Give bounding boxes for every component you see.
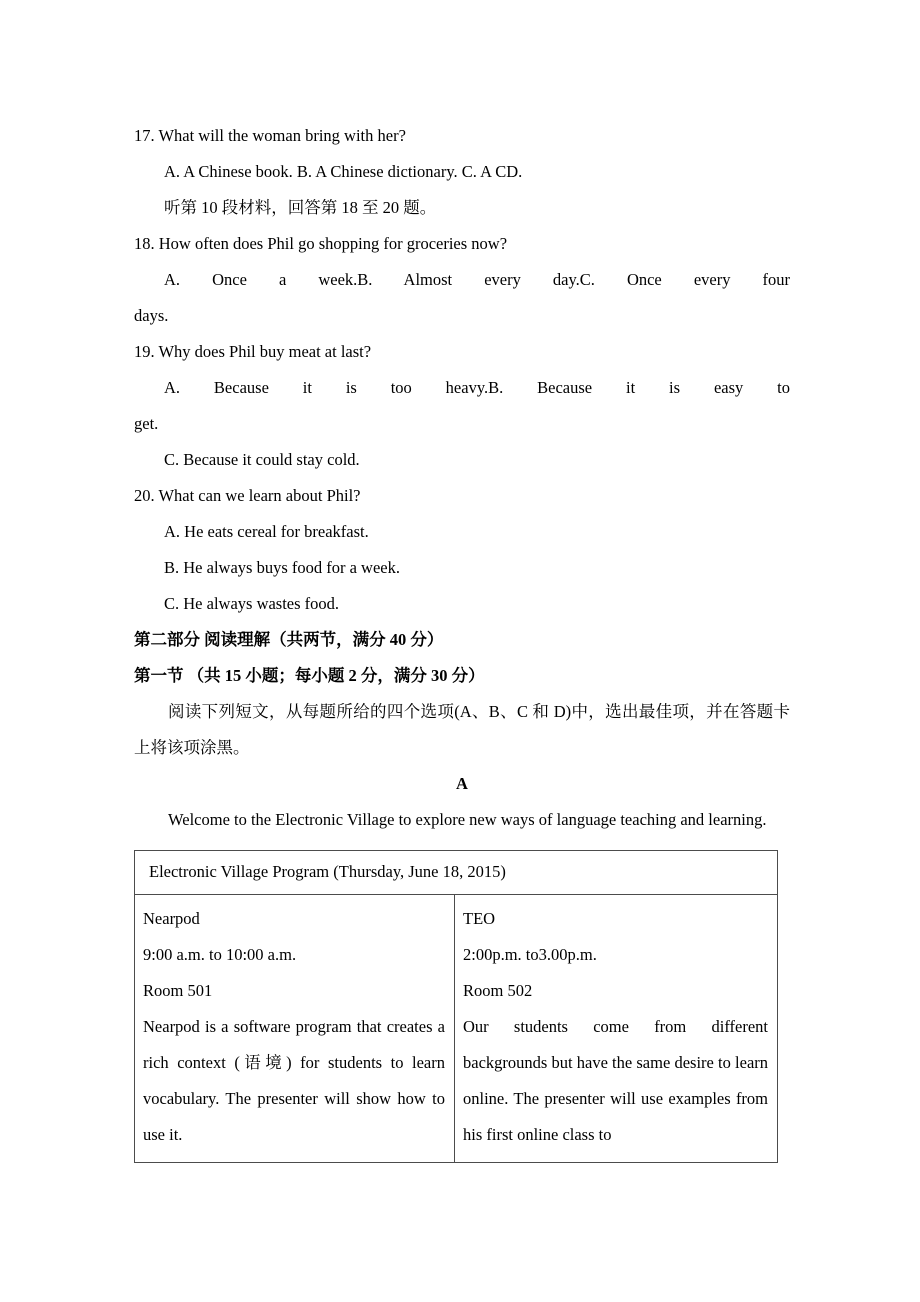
- table-header-title: Electronic Village Program (Thursday, June 18, 2015): [149, 862, 506, 881]
- question-17-options: A. A Chinese book. B. A Chinese dictionary. C. A CD.: [164, 162, 523, 181]
- nearpod-name: Nearpod: [143, 909, 200, 928]
- question-19-option-a: A. Because it is too heavy.: [164, 378, 489, 397]
- part-two-heading: 第二部分 阅读理解（共两节，满分 40 分）: [134, 630, 444, 649]
- section-one-instruction: 阅读下列短文，从每题所给的四个选项(A、B、C 和 D)中，选出最佳项，并在答题卡上将该项涂黑。: [134, 702, 790, 757]
- question-19-option-b: B. Because it is easy to: [488, 378, 790, 397]
- question-20-stem: 20. What can we learn about Phil?: [134, 486, 361, 505]
- question-18-continuation: days.: [134, 306, 169, 325]
- program-table: [134, 850, 778, 1163]
- question-19-options-row: [134, 370, 790, 406]
- nearpod-time: 9:00 a.m. to 10:00 a.m.: [143, 945, 297, 964]
- table-row-header: [135, 851, 778, 895]
- table-cell-nearpod: [135, 895, 455, 1163]
- question-18-option-b: B. Almost every day.: [357, 270, 580, 289]
- question-20-option-b: B. He always buys food for a week.: [164, 558, 400, 577]
- document-page: [134, 118, 790, 1163]
- question-18-options: [134, 262, 790, 298]
- question-18-option-a: A. Once a week.: [164, 270, 358, 289]
- teo-room: Room 502: [463, 981, 533, 1000]
- table-header-cell: [135, 851, 778, 895]
- teo-name: TEO: [463, 909, 496, 928]
- teo-description: Our students come from different backgrounds but have the same desire to learn online. The presenter will use examples from his first online class to: [463, 1017, 769, 1144]
- section-one-heading: 第一节 （共 15 小题；每小题 2 分，满分 30 分）: [134, 666, 485, 685]
- listening-instruction: 听第 10 段材料，回答第 18 至 20 题。: [164, 198, 437, 217]
- question-19-option-c: C. Because it could stay cold.: [164, 450, 360, 469]
- passage-intro: Welcome to the Electronic Village to explore new ways of language teaching and learning.: [168, 810, 767, 829]
- question-20-option-a: A. He eats cereal for breakfast.: [164, 522, 369, 541]
- nearpod-description: Nearpod is a software program that creates a rich context (语境) for students to learn vocabulary. The presenter will show how to use it.: [143, 1017, 445, 1144]
- passage-letter: A: [456, 774, 468, 793]
- table-cell-teo: [455, 895, 778, 1163]
- teo-time: 2:00p.m. to3.00p.m.: [463, 945, 597, 964]
- question-19-continuation: get.: [134, 414, 159, 433]
- question-18-stem: 18. How often does Phil go shopping for groceries now?: [134, 234, 508, 253]
- question-18-option-c: C. Once every four: [579, 270, 790, 289]
- question-19-stem: 19. Why does Phil buy meat at last?: [134, 342, 372, 361]
- nearpod-room: Room 501: [143, 981, 213, 1000]
- question-20-option-c: C. He always wastes food.: [164, 594, 340, 613]
- table-row-body: [135, 895, 778, 1163]
- question-17-stem: 17. What will the woman bring with her?: [134, 126, 406, 145]
